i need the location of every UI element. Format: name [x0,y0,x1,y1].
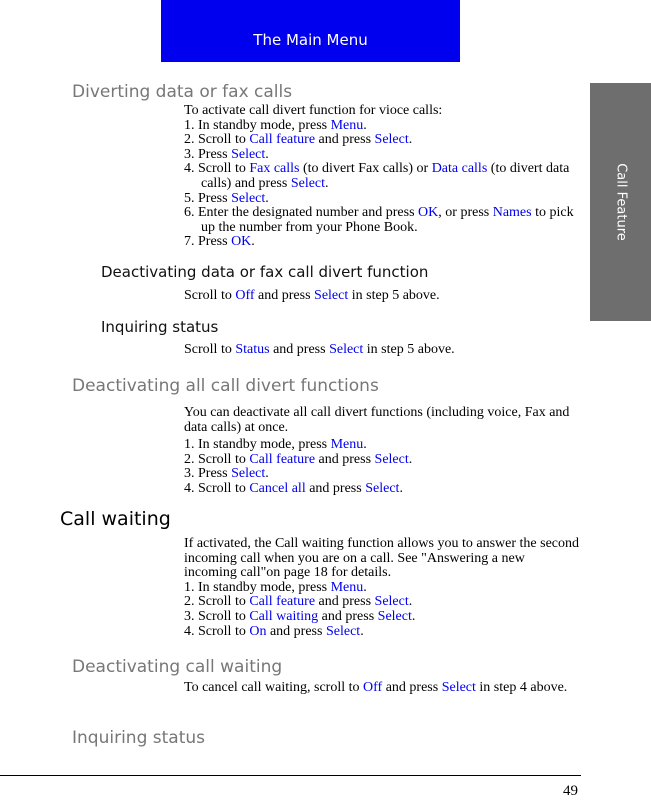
keyword: Select [377,608,412,624]
heading-inquiring-status-2: Inquiring status [72,728,205,748]
text-run: Scroll to [184,288,236,303]
text-run: and press [315,132,375,148]
keyword: On [249,623,267,639]
text-run: and press [318,608,378,624]
text-run: . [411,608,416,624]
step-1 [184,581,580,596]
text-run: and press [382,680,442,695]
text-run: 7. Press [184,234,232,250]
step-6 [184,206,580,235]
instruction-line [184,289,580,304]
section-diverting-data [184,104,580,250]
step-4 [184,162,580,191]
section-call-waiting [184,537,580,639]
text-run: . [265,190,269,206]
step-3 [184,610,580,625]
text-run: . [363,117,367,133]
text-run: (to divert data calls) and press [201,161,570,191]
keyword: Names [492,205,532,221]
keyword: Select [374,594,409,610]
step-5 [184,192,580,207]
text-run: in step 5 above. [348,288,440,303]
heading-deactivating-waiting: Deactivating call waiting [72,657,283,677]
keyword: Off [235,288,255,303]
keyword: Menu [330,117,364,133]
keyword: Select [231,146,266,162]
intro-text: If activated, the Call waiting function allows you to answer the second incoming call when you are on a call. See "Answering a new incoming call"on page 18 for details. [184,536,580,581]
keyword: Call feature [249,594,316,610]
text-run: 3. Scroll to [184,608,250,624]
step-7 [184,235,580,250]
text-run: 4. Scroll to [184,480,250,496]
intro-text: To activate call divert function for vioce calls: [184,103,443,118]
side-tab-label: Call Feature [613,163,628,241]
keyword: Select [374,451,409,467]
step-3 [184,148,580,163]
step-2 [184,595,580,610]
heading-call-waiting: Call waiting [60,508,171,530]
keyword: Menu [330,579,364,595]
intro-text: You can deactivate all call divert functions (including voice, Fax and data calls) at once. [184,405,570,435]
keyword: Cancel all [249,480,306,496]
page-number: 49 [563,783,578,799]
keyword: Select [231,190,266,206]
heading-deactivating-all: Deactivating all call divert functions [72,376,379,396]
step-1 [184,438,580,453]
keyword: Call feature [249,132,316,148]
section-deactivating-all [184,406,580,497]
text-run: in step 4 above. [475,680,568,695]
text-run: . [399,480,403,496]
instruction-line [184,343,580,358]
text-run: and press [305,480,366,496]
keyword: Data calls [431,161,488,177]
text-run: To cancel call waiting, scroll to [184,680,364,695]
section-deactivating-data [184,289,580,304]
text-run: 2. Scroll to [184,451,250,467]
text-run: to pick up the number from your Phone Book. [201,205,574,235]
keyword: Select [441,680,476,695]
text-run: 3. Press [184,146,232,162]
keyword: Status [235,342,270,357]
keyword: Select [329,342,364,357]
header-title: The Main Menu [253,31,368,49]
step-4 [184,625,580,640]
text-run: 2. Scroll to [184,132,250,148]
step-1 [184,119,580,134]
heading-diverting-data: Diverting data or fax calls [72,82,293,102]
text-run: Scroll to [184,342,236,357]
text-run: and press [269,342,330,357]
text-run: . [408,132,413,148]
keyword: Select [325,623,361,639]
text-run: 4. Scroll to [184,161,250,177]
text-run: and press [266,623,326,639]
side-tab [590,83,651,321]
keyword: Select [231,466,266,482]
text-run: . [325,175,329,191]
section-inquiring-status [184,343,580,358]
text-run: . [363,437,367,453]
heading-deactivating-data: Deactivating data or fax call divert function [101,263,429,281]
keyword: OK [418,205,439,221]
text-run: . [251,234,255,250]
text-run: in step 5 above. [363,342,455,357]
text-run: . [265,146,269,162]
section-deactivating-waiting [184,681,580,696]
keyword: Call waiting [249,608,319,624]
text-run: 5. Press [184,190,232,206]
heading-inquiring-status: Inquiring status [101,318,219,336]
text-run: and press [315,594,375,610]
step-3 [184,467,580,482]
text-run: . [363,579,367,595]
keyword: Call feature [249,451,316,467]
text-run: . [360,623,364,639]
text-run: 3. Press [184,466,232,482]
keyword: Menu [330,437,364,453]
text-run: and press [315,451,375,467]
text-run: 4. Scroll to [184,623,250,639]
keyword: Select [314,288,349,303]
text-run: 1. In standby mode, press [184,117,331,133]
text-run: 2. Scroll to [184,594,250,610]
keyword: OK [231,234,252,250]
step-2 [184,453,580,468]
keyword: Select [374,132,409,148]
step-4 [184,482,580,497]
text-run: 1. In standby mode, press [184,579,331,595]
text-run: , or press [438,205,493,221]
keyword: Select [290,175,326,191]
keyword: Select [365,480,400,496]
keyword: Fax calls [249,161,300,177]
text-run: 6. Enter the designated number and press [184,205,419,221]
text-run: (to divert Fax calls) or [299,161,432,177]
text-run: . [408,594,413,610]
text-run: and press [254,288,315,303]
text-run: 1. In standby mode, press [184,437,331,453]
step-2 [184,133,580,148]
footer-rule [0,775,581,776]
text-run: . [408,451,413,467]
text-run: . [265,466,269,482]
header-banner [161,0,460,62]
instruction-line [184,681,580,696]
keyword: Off [363,680,383,695]
